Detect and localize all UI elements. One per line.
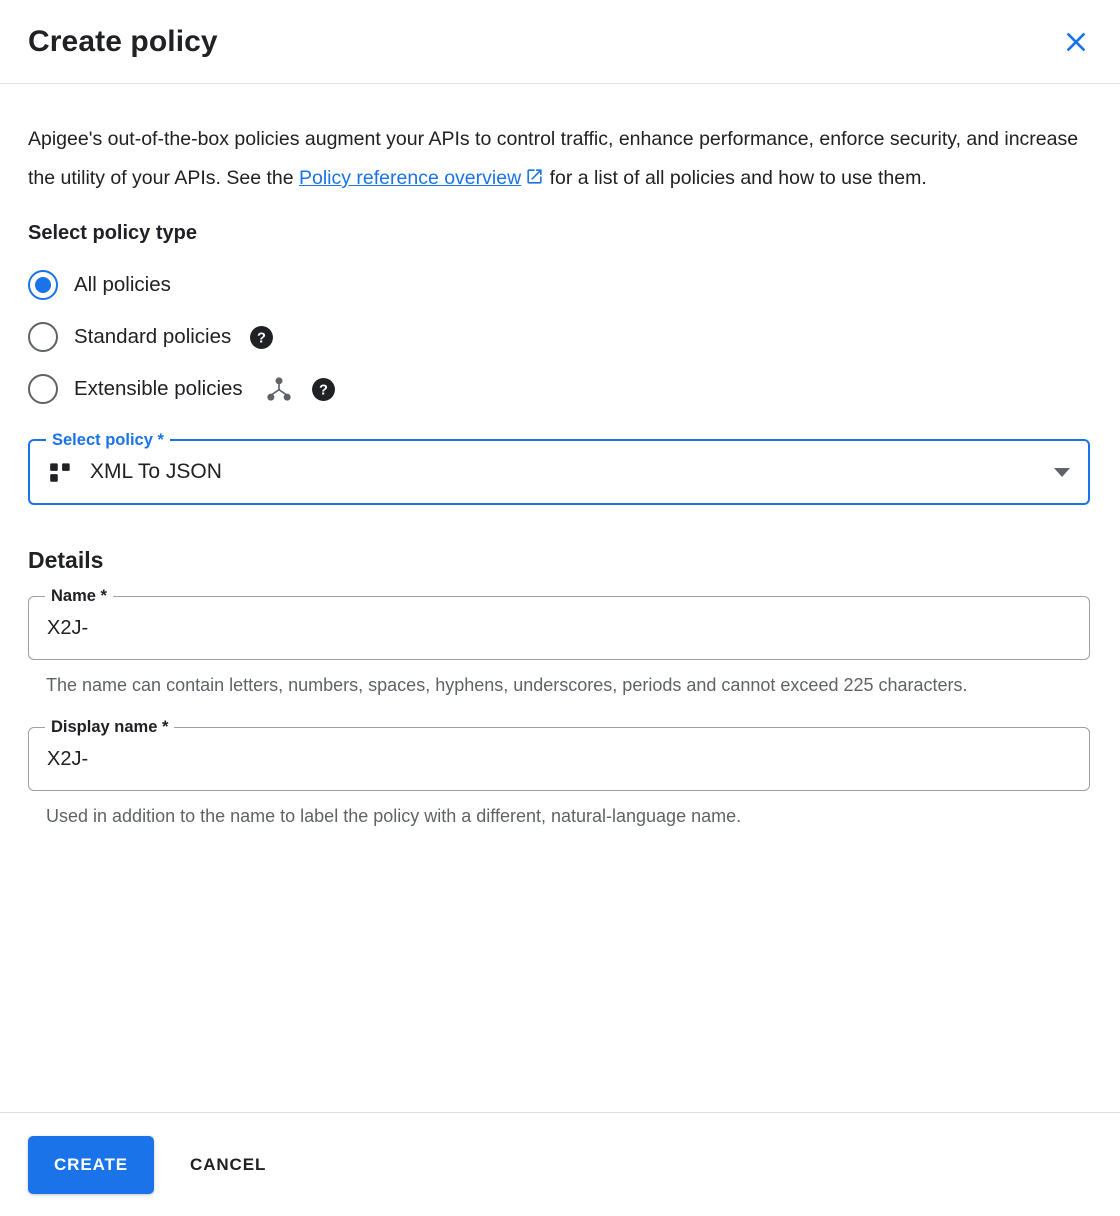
dialog-header <box>0 0 1120 84</box>
svg-text:?: ? <box>257 330 267 347</box>
grid-squares-icon <box>48 459 74 485</box>
cancel-button[interactable]: CANCEL <box>166 1136 290 1194</box>
display-name-field-helper: Used in addition to the name to label the policy with a different, natural-language name. <box>46 806 742 826</box>
name-field-helper: The name can contain letters, numbers, spaces, hyphens, underscores, periods and cannot exceed 225 characters. <box>46 675 968 695</box>
radio-option-all-policies[interactable] <box>28 259 1090 311</box>
policy-reference-overview-label: Policy reference overview <box>298 167 522 189</box>
radio-option-standard-policies[interactable] <box>28 311 1090 363</box>
display-name-input[interactable] <box>47 748 1071 771</box>
svg-text:?: ? <box>318 382 328 399</box>
intro-text-after: for a list of all policies and how to use them. <box>544 167 927 189</box>
dialog-footer <box>0 1112 1120 1216</box>
policy-type-radio-group <box>28 259 1090 415</box>
external-link-icon <box>525 161 544 200</box>
radio-option-extensible-policies[interactable] <box>28 363 1090 415</box>
select-policy-legend: Select policy * <box>46 429 170 451</box>
select-policy-field <box>28 431 1090 505</box>
display-name-field-legend: Display name * <box>45 717 174 737</box>
create-button[interactable]: CREATE <box>28 1136 154 1194</box>
chevron-down-icon[interactable] <box>1054 468 1070 477</box>
radio-indicator-standard-policies[interactable] <box>28 322 58 352</box>
help-icon[interactable] <box>249 325 274 350</box>
select-policy-value: XML To JSON <box>90 460 222 483</box>
name-field-legend: Name * <box>45 586 113 606</box>
close-button[interactable] <box>1056 22 1096 62</box>
display-name-field[interactable] <box>28 718 1090 791</box>
radio-indicator-all-policies[interactable] <box>28 270 58 300</box>
details-section-label: Details <box>28 547 104 573</box>
select-policy-dropdown[interactable] <box>28 431 1090 505</box>
help-icon-extensible[interactable] <box>311 377 336 402</box>
dialog-body <box>0 84 1120 1112</box>
close-icon <box>1060 26 1092 58</box>
intro-paragraph <box>28 120 1084 200</box>
radio-label-extensible-policies: Extensible policies <box>74 377 243 400</box>
policy-reference-overview-link[interactable] <box>299 167 521 189</box>
name-input[interactable] <box>47 617 1071 640</box>
select-policy-type-label: Select policy type <box>28 222 197 244</box>
name-field[interactable] <box>28 587 1090 660</box>
radio-label-all-policies: All policies <box>74 273 171 296</box>
extensible-policy-hub-icon <box>265 375 293 403</box>
page-title: Create policy <box>28 24 218 58</box>
intro-text-before: Apigee's out-of-the-box policies augment your APIs to control traffic, enhance performance, enforce security, and increase the utility of your APIs. See the <box>28 128 1079 189</box>
radio-indicator-extensible-policies[interactable] <box>28 374 58 404</box>
radio-label-standard-policies: Standard policies <box>74 325 232 348</box>
